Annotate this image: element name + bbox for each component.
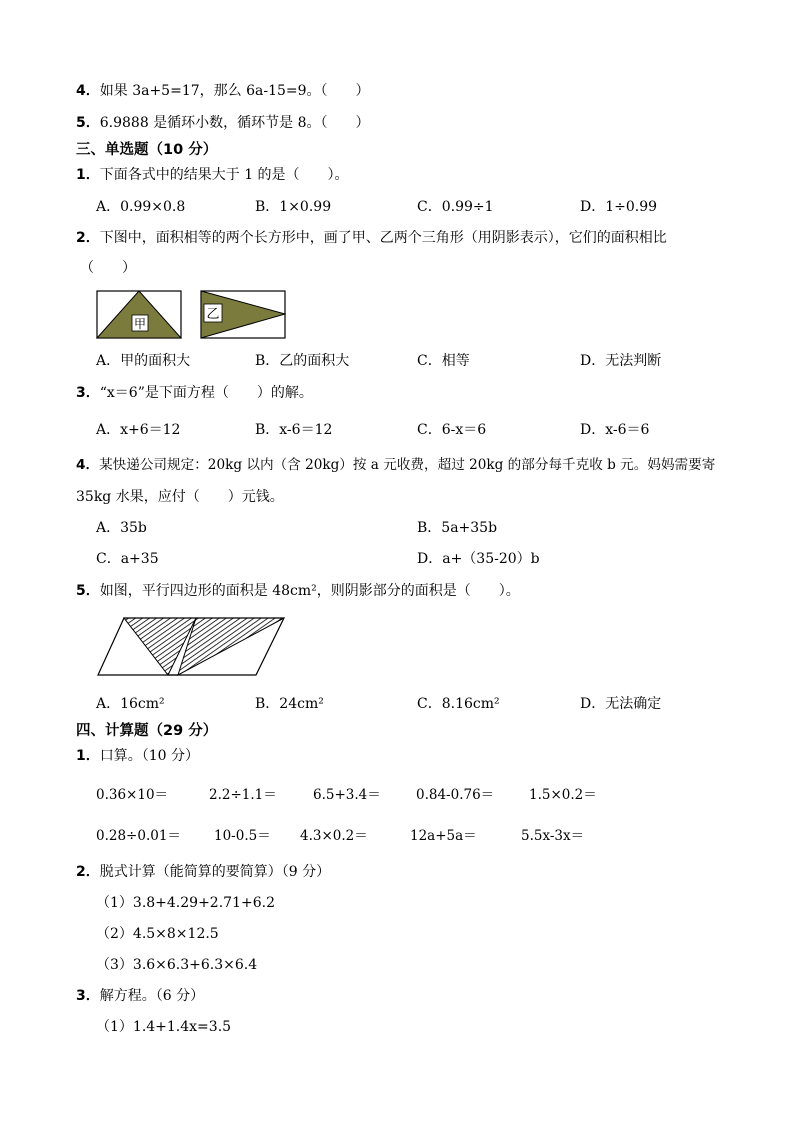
option-d: D．无法判断	[580, 353, 662, 369]
option-a: A．35b	[96, 520, 147, 536]
option-a: A．x+6＝12	[96, 422, 181, 438]
question-number: 3．	[76, 988, 100, 1004]
mental-calc-item: 4.3×0.2＝	[300, 828, 368, 844]
question-number: 2．	[76, 230, 100, 246]
option-c: C．6-x＝6	[417, 422, 487, 438]
parallelogram-figure	[96, 616, 286, 678]
section-title-single-choice: 三、单选题（10 分）	[76, 142, 218, 158]
mental-calc-item: 0.84-0.76＝	[416, 787, 495, 803]
question-3-5	[76, 581, 520, 601]
question-4-1	[76, 746, 199, 766]
option-c: C．8.16cm²	[417, 696, 500, 712]
question-number: 4．	[76, 83, 100, 99]
question-3-1	[76, 165, 349, 185]
option-b: B．5a+35b	[417, 520, 498, 536]
option-d: D．1÷0.99	[580, 199, 658, 215]
option-d: D．a+（35-20）b	[417, 551, 540, 567]
question-number: 1．	[76, 167, 100, 183]
question-text: 脱式计算（能简算的要简算）（9 分）	[99, 864, 331, 880]
question-number: 5．	[76, 115, 100, 131]
option-c: C．a+35	[96, 551, 159, 567]
mental-calc-item: 0.36×10＝	[96, 787, 169, 803]
label-yi: 乙	[206, 307, 220, 322]
option-a: A．0.99×0.8	[96, 199, 186, 215]
question-text: 如图，平行四边形的面积是 48cm²，则阴影部分的面积是（ ）。	[99, 583, 520, 599]
question-text: 6.9888 是循环小数，循环节是 8。（ ）	[99, 115, 370, 131]
question-3-4-cont: 35kg 水果，应付（ ）元钱。	[76, 489, 284, 505]
option-b: B．1×0.99	[255, 199, 332, 215]
question-3-3	[76, 383, 313, 403]
option-a: A．16cm²	[96, 696, 165, 712]
question-text: 口算。（10 分）	[99, 748, 200, 764]
question-number: 1．	[76, 748, 100, 764]
step-calc-item: （2）4.5×8×12.5	[96, 926, 219, 942]
question-3-2	[76, 228, 667, 248]
mental-calc-item: 2.2÷1.1＝	[209, 787, 277, 803]
option-a: A．甲的面积大	[96, 353, 191, 369]
question-number: 3．	[76, 385, 100, 401]
question-text: 下面各式中的结果大于 1 的是（ ）。	[99, 167, 349, 183]
question-text: 下图中，面积相等的两个长方形中，画了甲、乙两个三角形（用阴影表示），它们的面积相比	[99, 230, 667, 246]
option-d: D．无法确定	[580, 696, 662, 712]
option-b: B．x-6＝12	[255, 422, 333, 438]
equation-item: （1）1.4+1.4x=3.5	[96, 1019, 232, 1035]
question-2-5	[76, 113, 370, 133]
step-calc-item: （1）3.8+4.29+2.71+6.2	[96, 895, 275, 911]
section-title-calculation: 四、计算题（29 分）	[76, 723, 218, 739]
triangles-figure	[96, 290, 286, 340]
question-3-4	[76, 455, 715, 475]
mental-calc-item: 0.28÷0.01＝	[96, 828, 181, 844]
mental-calc-item: 1.5×0.2＝	[529, 787, 597, 803]
question-text: 如果 3a+5=17，那么 6a-15=9。（ ）	[99, 83, 370, 99]
label-jia: 甲	[133, 317, 147, 331]
option-d: D．x-6＝6	[580, 422, 650, 438]
answer-blank: （ ）	[80, 260, 136, 276]
mental-calc-item: 12a+5a＝	[410, 828, 477, 844]
question-4-2	[76, 862, 330, 882]
option-b: B．乙的面积大	[255, 353, 350, 369]
question-text: 某快递公司规定：20kg 以内（含 20kg）按 a 元收费，超过 20kg 的部分每千克收 b 元。妈妈需要寄	[99, 457, 716, 473]
mental-calc-item: 5.5x-3x＝	[521, 828, 585, 844]
option-c: C．0.99÷1	[417, 199, 494, 215]
question-text: 解方程。（6 分）	[99, 988, 205, 1004]
question-2-4	[76, 81, 370, 101]
question-number: 4．	[76, 457, 100, 473]
question-4-3	[76, 986, 204, 1006]
step-calc-item: （3）3.6×6.3+6.3×6.4	[96, 957, 258, 973]
option-c: C．相等	[417, 353, 470, 369]
question-text: “x＝6”是下面方程（ ）的解。	[99, 385, 313, 401]
question-number: 5．	[76, 583, 100, 599]
mental-calc-item: 10-0.5＝	[214, 828, 271, 844]
mental-calc-item: 6.5+3.4＝	[313, 787, 381, 803]
question-number: 2．	[76, 864, 100, 880]
option-b: B．24cm²	[255, 696, 324, 712]
